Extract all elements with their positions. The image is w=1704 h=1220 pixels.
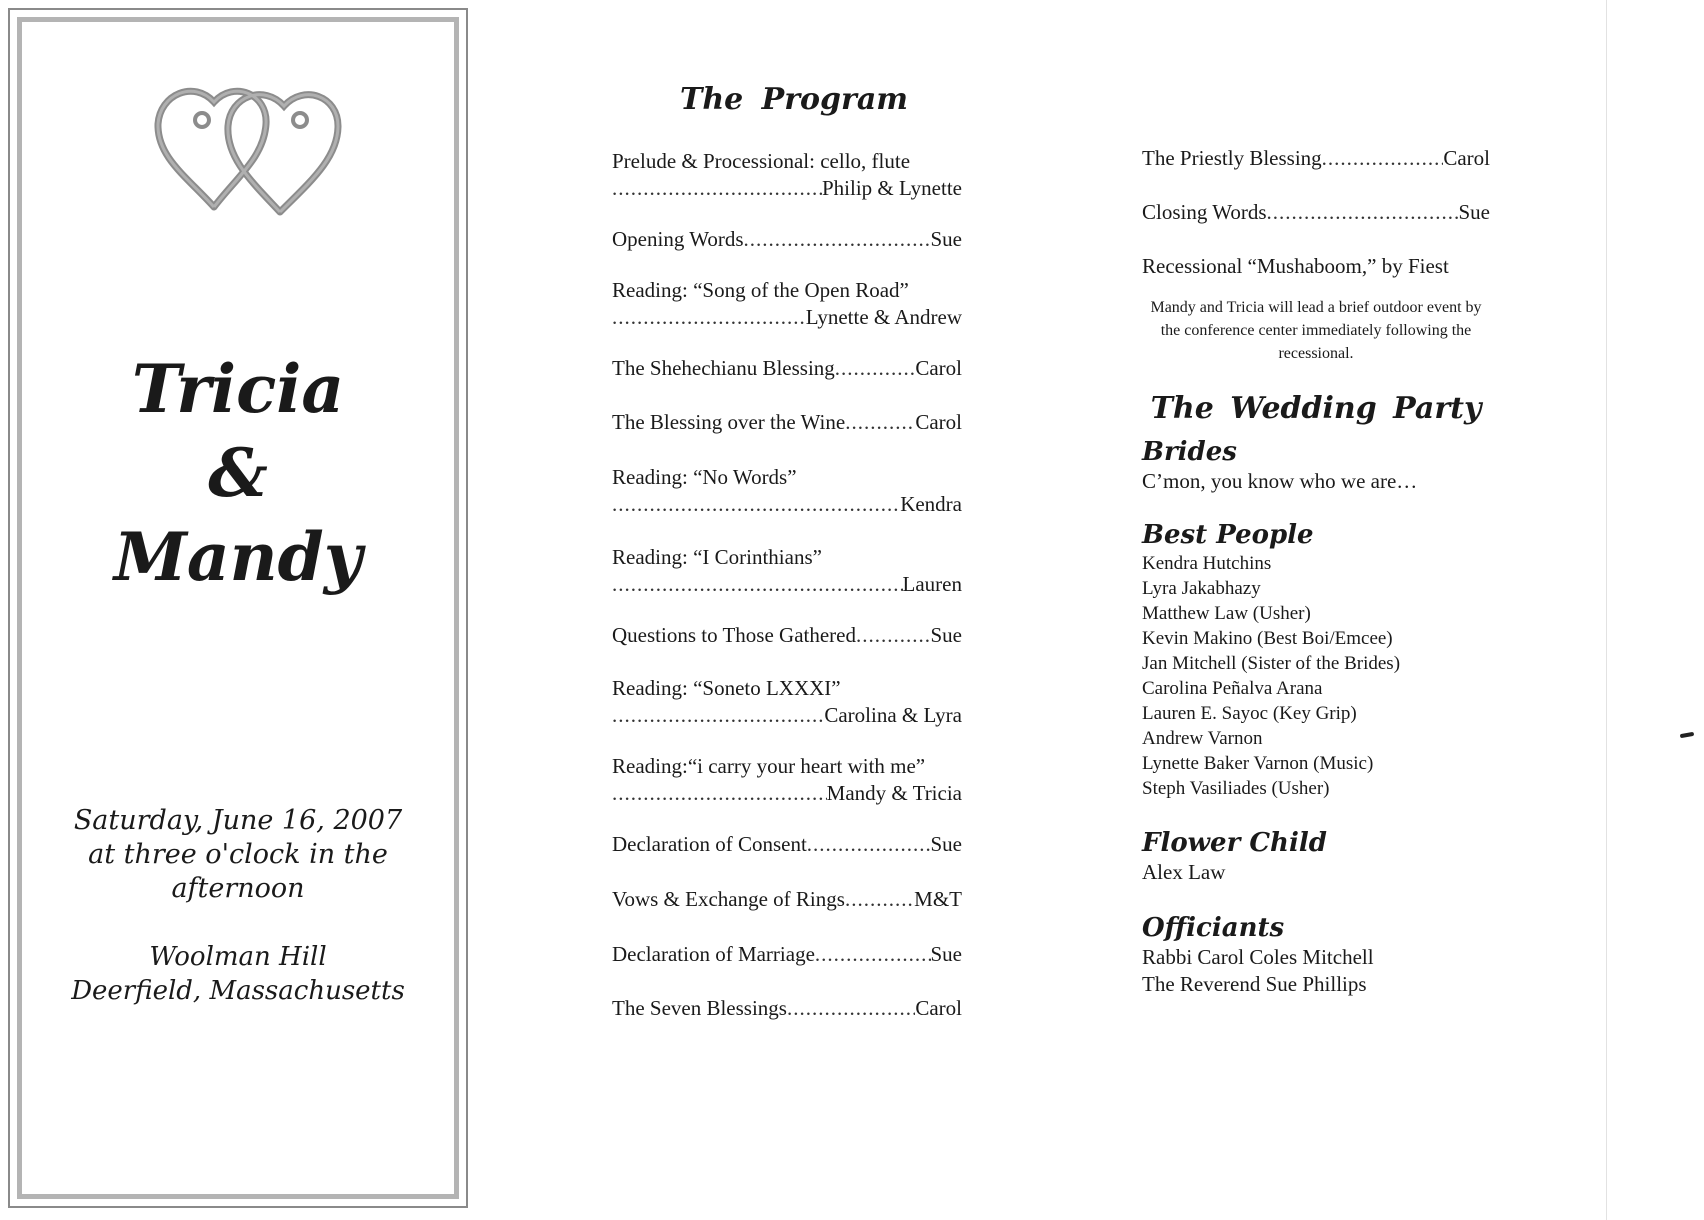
location: Deerfield, Massachusetts (71, 976, 405, 1006)
entry-leader (612, 491, 962, 518)
list-item: Lauren E. Sayoc (Key Grip) (1142, 703, 1357, 724)
venue: Woolman Hill (149, 942, 327, 972)
wedding-date: Saturday, June 16, 2007 (73, 805, 403, 836)
program-entry (612, 886, 962, 913)
wedding-party-title: The Wedding Party (1150, 391, 1482, 426)
program-entry (1142, 199, 1490, 226)
program-entry (612, 753, 962, 807)
program-entry (612, 277, 962, 331)
name-mandy: Mandy (113, 518, 363, 596)
entry-label: The Seven Blessings (612, 996, 787, 1020)
entry-label: Prelude & Processional: cello, flute (612, 149, 911, 173)
program-entry (612, 226, 962, 253)
program-entry (612, 995, 962, 1022)
place-block (22, 940, 454, 1008)
list-item: Jan Mitchell (Sister of the Brides) (1142, 653, 1401, 674)
list-item: Matthew Law (Usher) (1142, 603, 1311, 624)
entry-leader (612, 175, 962, 202)
entry-performer: Sue (930, 942, 962, 966)
program-entry (1142, 253, 1490, 280)
program-entry (612, 941, 962, 968)
flower-child-text: Alex Law (1142, 860, 1226, 884)
officiants-list (1142, 944, 1490, 998)
list-item: Andrew Varnon (1142, 728, 1263, 749)
entry-performer: Carol (915, 356, 962, 380)
list-item: Carolina Peñalva Arana (1142, 678, 1323, 699)
entry-performer: Lauren (902, 572, 962, 596)
list-item: Steph Vasiliades (Usher) (1142, 778, 1330, 799)
entry-performer: Philip & Lynette (822, 176, 962, 200)
entry-performer: Sue (1458, 200, 1490, 224)
entry-label: Reading: “I Corinthians” (612, 545, 822, 569)
program-entry (612, 148, 962, 202)
program-entry (612, 622, 962, 649)
date-block (22, 804, 454, 906)
entry-label: Reading: “No Words” (612, 465, 797, 489)
entry-performer: Sue (930, 227, 962, 251)
cover-panel (8, 8, 468, 1208)
program-entry (612, 464, 962, 518)
entry-label: Declaration of Consent (612, 832, 807, 856)
program-entry (612, 831, 962, 858)
cover-border (17, 17, 459, 1199)
list-item: Kendra Hutchins (1142, 553, 1272, 574)
ampersand: & (208, 434, 268, 512)
entry-label: The Shehechianu Blessing (612, 356, 835, 380)
entry-label: Questions to Those Gathered (612, 623, 856, 647)
program-entry (1142, 145, 1490, 172)
brides-text: C’mon, you know who we are… (1142, 469, 1418, 493)
entry-performer: Carol (1443, 146, 1490, 170)
entry-performer: Mandy & Tricia (826, 781, 962, 805)
double-hearts-icon (152, 62, 352, 227)
entry-label: Vows & Exchange of Rings (612, 887, 845, 911)
entry-label: Reading: “Soneto LXXXI” (612, 676, 841, 700)
program-continued (1142, 145, 1490, 998)
wedding-time-line1: at three o'clock in the (88, 839, 388, 870)
entry-leader (612, 780, 962, 807)
program-entry (612, 355, 962, 382)
entry-label: Closing Words (1142, 200, 1267, 224)
list-item: Lyra Jakabhazy (1142, 578, 1261, 599)
entry-performer: Sue (930, 623, 962, 647)
entry-leader (612, 571, 962, 598)
entry-performer: Kendra (900, 492, 962, 516)
wedding-time-line2: afternoon (171, 873, 305, 904)
entry-label: Reading: “Song of the Open Road” (612, 278, 909, 302)
list-item: Rabbi Carol Coles Mitchell (1142, 945, 1374, 969)
entry-label: Opening Words (612, 227, 744, 251)
list-item: The Reverend Sue Phillips (1142, 972, 1367, 996)
program-entry (612, 675, 962, 729)
program-entry (612, 544, 962, 598)
entry-leader (612, 304, 962, 331)
scan-mark (1680, 732, 1694, 738)
entry-performer: Carol (915, 996, 962, 1020)
brides-heading: Brides (1142, 437, 1237, 467)
best-people-heading: Best People (1142, 520, 1314, 550)
entry-label: Recessional “Mushaboom,” by Fiest (1142, 254, 1449, 278)
entry-performer: Carol (915, 410, 962, 434)
recessional-note: Mandy and Tricia will lead a brief outdoor event by the conference center immediately following the recessional. (1150, 299, 1482, 362)
couple-names (22, 347, 454, 599)
page-fold-line (1606, 0, 1607, 1220)
program-entry (612, 409, 962, 436)
entry-label: Declaration of Marriage (612, 942, 815, 966)
best-people-list (1142, 551, 1490, 801)
entry-performer: M&T (914, 887, 962, 911)
entry-label: The Priestly Blessing (1142, 146, 1322, 170)
officiants-heading: Officiants (1142, 913, 1285, 943)
program-title: The Program (680, 82, 909, 117)
entry-performer: Lynette & Andrew (805, 305, 962, 329)
list-item: Lynette Baker Varnon (Music) (1142, 753, 1374, 774)
entry-leader (612, 702, 962, 729)
name-tricia: Tricia (131, 350, 345, 428)
entry-label: Reading:“i carry your heart with me” (612, 754, 926, 778)
flower-child-heading: Flower Child (1142, 828, 1327, 858)
entry-performer: Sue (930, 832, 962, 856)
program-list (612, 148, 962, 1022)
entry-label: The Blessing over the Wine (612, 410, 846, 434)
list-item: Kevin Makino (Best Boi/Emcee) (1142, 628, 1393, 649)
entry-performer: Carolina & Lyra (824, 703, 962, 727)
